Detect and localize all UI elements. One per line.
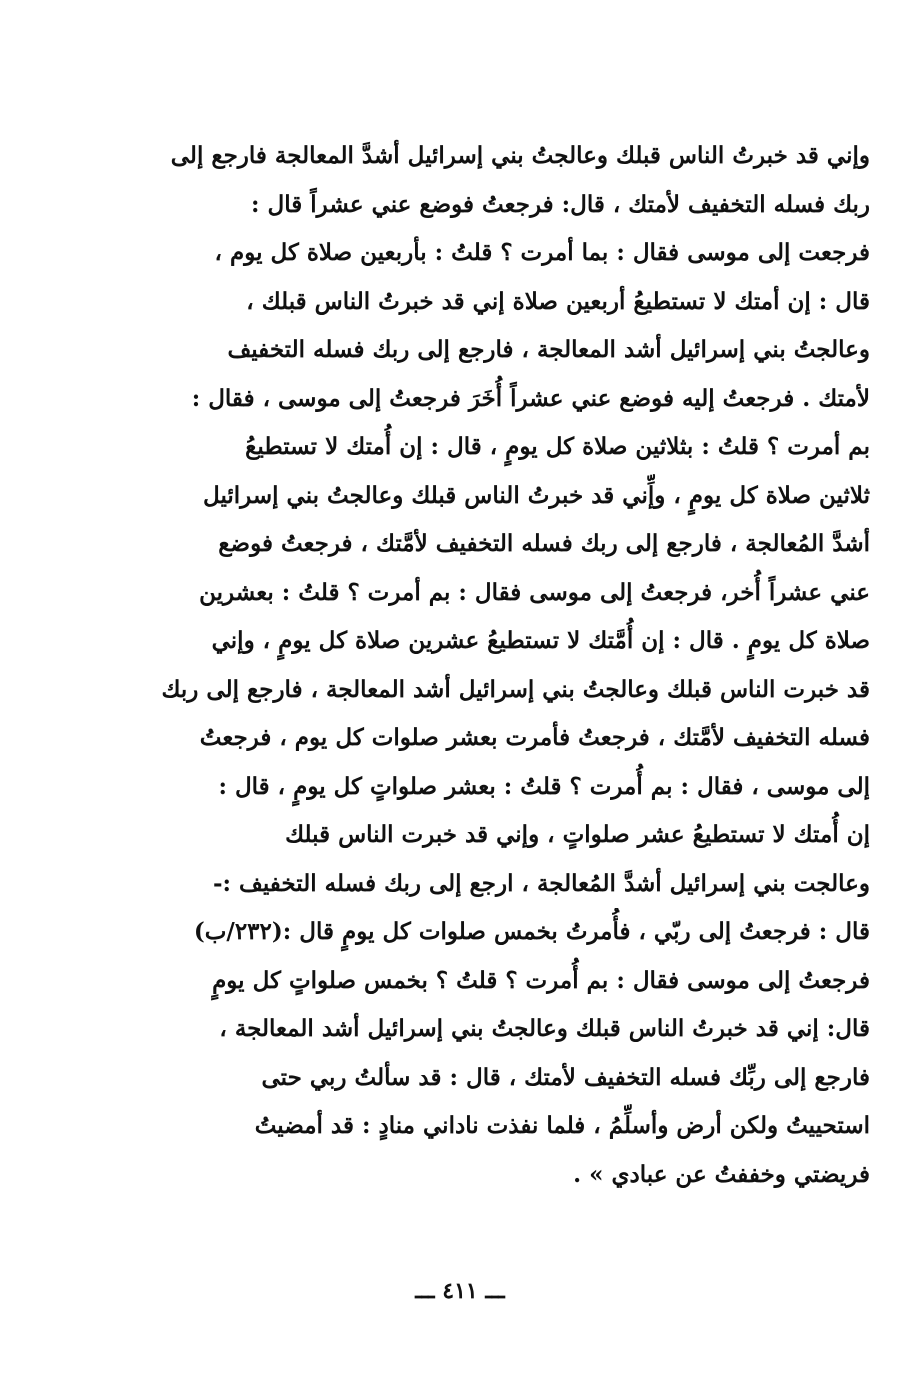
text-line: فرجعتُ إلى موسى فقال : بم أُمرت ؟ قلتُ ؟ بخمس صلواتٍ كل يومٍ: [212, 966, 870, 994]
text-line: إلى موسى ، فقال : بم أُمرت ؟ قلتُ : بعشر صلواتٍ كل يومٍ ، قال :: [218, 772, 870, 800]
text-line: عني عشراً أُخر، فرجعتُ إلى موسى فقال : بم أمرت ؟ قلتُ : بعشرين: [199, 578, 870, 606]
text-line: فريضتي وخففتُ عن عبادي » .: [573, 1160, 870, 1188]
body-text: [100, 132, 870, 1199]
page-number: ـــ ٤١١ ـــ: [415, 1278, 505, 1304]
text-line: ربك فسله التخفيف لأمتك ، قال: فرجعتُ فوضع عني عشراً قال :: [251, 190, 870, 218]
text-line: قال: إني قد خبرتُ الناس قبلك وعالجتُ بني إسرائيل أشد المعالجة ،: [219, 1015, 870, 1042]
text-line: قال : إن أمتك لا تستطيعُ أربعين صلاة إني قد خبرتُ الناس قبلك ،: [246, 287, 870, 315]
text-line: قال : فرجعتُ إلى ربّي ، فأُمرتُ بخمس صلوات كل يومٍ قال :(٢٣٢/ب): [193, 918, 870, 945]
text-line: فارجع إلى ربِّك فسله التخفيف لأمتك ، قال : قد سألتُ ربي حتى: [261, 1063, 870, 1091]
text-line: لأمتك . فرجعتُ إليه فوضع عني عشراً أُخَرَ فرجعتُ إلى موسى ، فقال :: [191, 384, 870, 412]
text-line: ثلاثين صلاة كل يومٍ ، وإِّني قد خبرتُ الناس قبلك وعالجتُ بني إسرائيل: [203, 481, 870, 509]
text-line: فرجعت إلى موسى فقال : بما أمرت ؟ قلتُ : بأربعين صلاة كل يوم ،: [214, 239, 870, 266]
text-line: بم أمرت ؟ قلتُ : بثلاثين صلاة كل يومٍ ، قال : إن أُمتك لا تستطيعُ: [245, 433, 870, 460]
text-line: وإني قد خبرتُ الناس قبلك وعالجتُ بني إسرائيل أشدَّ المعالجة فارجع إلى: [170, 142, 870, 169]
text-line: قد خبرت الناس قبلك وعالجتُ بني إسرائيل أشد المعالجة ، فارجع إلى ربك: [161, 675, 870, 703]
text-line: وعالجتُ بني إسرائيل أشد المعالجة ، فارجع إلى ربك فسله التخفيف: [227, 336, 870, 363]
text-line: وعالجت بني إسرائيل أشدَّ المُعالجة ، ارجع إلى ربك فسله التخفيف :-: [213, 869, 870, 897]
text-line: صلاة كل يومٍ . قال : إن أُمَّتك لا تستطيعُ عشرين صلاة كل يومٍ ، وإني: [211, 627, 870, 654]
text-line: أشدَّ المُعالجة ، فارجع إلى ربك فسله التخفيف لأمَّتك ، فرجعتُ فوضع: [218, 530, 870, 557]
text-line: فسله التخفيف لأمَّتك ، فرجعتُ فأمرت بعشر صلوات كل يوم ، فرجعتُ: [199, 724, 870, 751]
text-line: استحييتُ ولكن أرض وأسلِّمُ ، فلما نفذت ناداني منادٍ : قد أمضيتُ: [254, 1112, 870, 1139]
text-line: إن أُمتك لا تستطيعُ عشر صلواتٍ ، وإني قد خبرت الناس قبلك: [285, 821, 870, 848]
